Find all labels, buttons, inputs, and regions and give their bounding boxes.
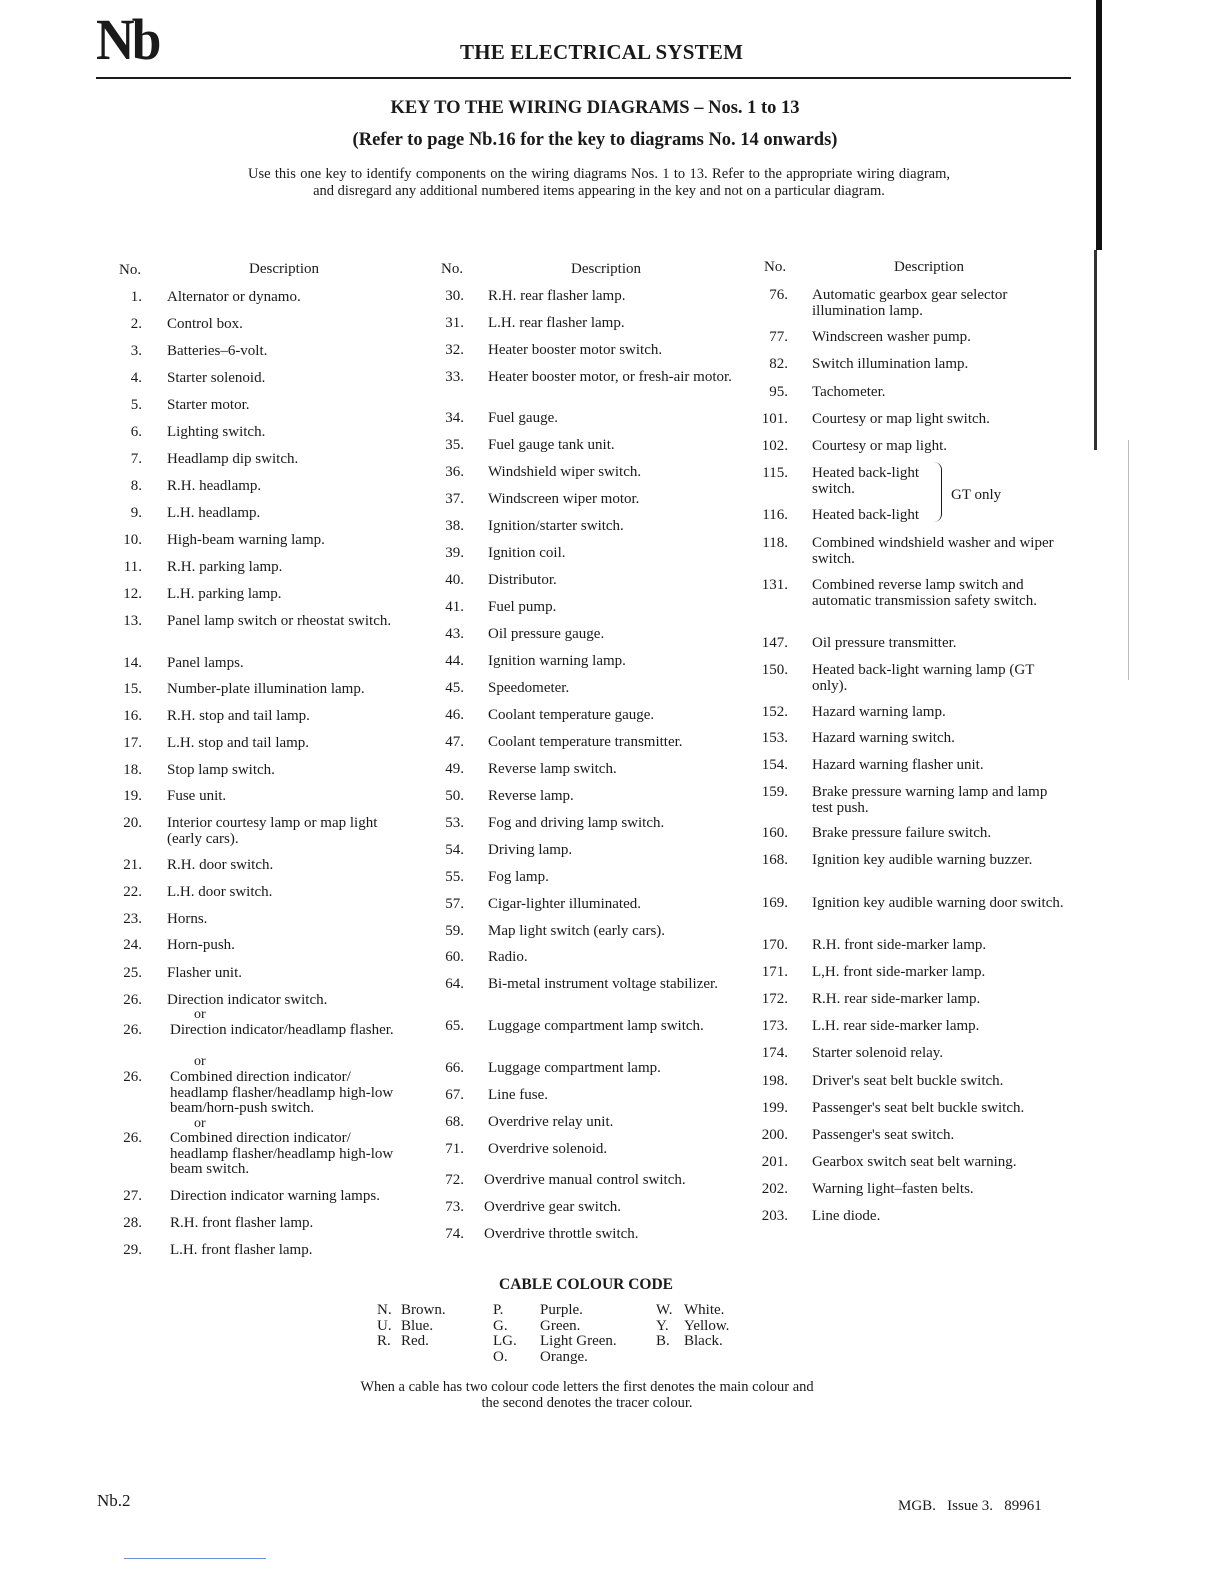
item-number: 26. (123, 992, 142, 1008)
item-description: Flasher unit. (167, 965, 242, 981)
item-description: L,H. front side-marker lamp. (812, 964, 986, 980)
cable-colour-code-title: CABLE COLOUR CODE (499, 1276, 673, 1293)
item-number: 8. (130, 478, 142, 494)
item-description: Radio. (488, 949, 528, 965)
item-number: 95. (769, 384, 788, 400)
item-description: R.H. door switch. (167, 857, 274, 873)
item-number: 5. (130, 397, 142, 413)
item-number: 20. (123, 815, 142, 831)
cable-code-letter: O. (493, 1349, 508, 1365)
item-number: 14. (123, 655, 142, 671)
item-description: Ignition/starter switch. (488, 518, 624, 534)
item-description: Starter solenoid relay. (812, 1045, 944, 1061)
item-description: Heater booster motor, or fresh-air motor. (488, 369, 732, 385)
item-number: 4. (130, 370, 142, 386)
col1-description-header: Description (249, 261, 319, 277)
item-description: Luggage compartment lamp switch. (488, 1018, 704, 1034)
item-description: Heater booster motor switch. (488, 342, 663, 358)
item-number: 74. (445, 1226, 464, 1242)
item-description: Ignition warning lamp. (488, 653, 626, 669)
intro-paragraph: Use this one key to identify components on the wiring diagrams Nos. 1 to 13. Refer to the appropriate wiring diagram, and disregard any additional numbered items appearing in the key and not on a particular diagram. (248, 166, 950, 199)
item-description: Hazard warning lamp. (812, 704, 946, 720)
item-description: L.H. headlamp. (167, 505, 261, 521)
item-description: Control box. (167, 316, 243, 332)
item-description: Courtesy or map light. (812, 438, 947, 454)
item-number: 25. (123, 965, 142, 981)
item-number: 65. (445, 1018, 464, 1034)
cable-colour-name: Orange. (540, 1349, 588, 1365)
col3-no-header: No. (764, 259, 787, 275)
item-number: 71. (445, 1141, 464, 1157)
item-number: 7. (130, 451, 142, 467)
or-separator: or (194, 1116, 206, 1131)
cable-code-letter: LG. (493, 1333, 517, 1349)
item-description: L.H. stop and tail lamp. (167, 735, 310, 751)
item-description: Hazard warning switch. (812, 730, 955, 746)
item-description: Fog lamp. (488, 869, 549, 885)
item-description: Stop lamp switch. (167, 762, 275, 778)
item-description: R.H. front side-marker lamp. (812, 937, 987, 953)
cable-code-letter: N. (377, 1302, 392, 1318)
item-number: 131. (761, 577, 788, 593)
item-description: Hazard warning flasher unit. (812, 757, 984, 773)
item-description: Courtesy or map light switch. (812, 411, 990, 427)
item-number: 202. (761, 1181, 788, 1197)
col3-description-header: Description (894, 259, 964, 275)
item-number: 72. (445, 1172, 464, 1188)
item-description: Tachometer. (812, 384, 886, 400)
item-number: 170. (761, 937, 788, 953)
or-separator: or (194, 1007, 206, 1022)
item-number: 76. (769, 287, 788, 303)
item-number: 173. (761, 1018, 788, 1034)
item-description: Passenger's seat belt buckle switch. (812, 1100, 1025, 1116)
item-number: 201. (761, 1154, 788, 1170)
item-number: 22. (123, 884, 142, 900)
item-number: 12. (123, 586, 142, 602)
item-description: Warning light–fasten belts. (812, 1181, 974, 1197)
item-number: 60. (445, 949, 464, 965)
item-number: 102. (761, 438, 788, 454)
item-number: 32. (445, 342, 464, 358)
cable-code-letter: U. (377, 1318, 392, 1334)
key-subtitle: (Refer to page Nb.16 for the key to diagrams No. 14 onwards) (352, 130, 838, 150)
item-description: R.H. stop and tail lamp. (167, 708, 310, 724)
item-description: Ignition key audible warning buzzer. (812, 852, 1033, 868)
item-description: Combined windshield washer and wiper switch. (812, 535, 1054, 567)
cable-code-letter: R. (377, 1333, 391, 1349)
col1-no-header: No. (119, 262, 142, 278)
item-description: Map light switch (early cars). (488, 923, 666, 939)
item-number: 1. (130, 289, 142, 305)
item-number: 101. (761, 411, 788, 427)
item-description: Combined direction indicator/ headlamp flasher/headlamp high-low beam switch. (170, 1130, 394, 1177)
item-number: 53. (445, 815, 464, 831)
binding-edge-mark (1096, 0, 1102, 250)
item-number: 11. (123, 559, 142, 575)
item-description: Starter motor. (167, 397, 250, 413)
gt-only-brace (933, 462, 942, 522)
item-number: 37. (445, 491, 464, 507)
item-number: 160. (761, 825, 788, 841)
item-number: 26. (123, 1022, 142, 1038)
item-number: 67. (445, 1087, 464, 1103)
item-number: 41. (445, 599, 464, 615)
item-description: Horns. (167, 911, 208, 927)
item-number: 39. (445, 545, 464, 561)
cable-colour-name: Green. (540, 1318, 581, 1334)
item-number: 40. (445, 572, 464, 588)
item-description: Direction indicator warning lamps. (170, 1188, 380, 1204)
item-description: Speedometer. (488, 680, 570, 696)
item-number: 198. (761, 1073, 788, 1089)
item-description: Overdrive manual control switch. (484, 1172, 686, 1188)
item-number: 54. (445, 842, 464, 858)
item-number: 115. (762, 465, 788, 481)
item-number: 6. (130, 424, 142, 440)
item-number: 46. (445, 707, 464, 723)
cable-colour-name: White. (684, 1302, 725, 1318)
item-number: 29. (123, 1242, 142, 1258)
item-number: 38. (445, 518, 464, 534)
item-description: Gearbox switch seat belt warning. (812, 1154, 1017, 1170)
or-separator: or (194, 1054, 206, 1069)
item-number: 152. (761, 704, 788, 720)
item-description: L.H. parking lamp. (167, 586, 282, 602)
item-number: 68. (445, 1114, 464, 1130)
item-description: R.H. parking lamp. (167, 559, 283, 575)
item-description: Starter solenoid. (167, 370, 266, 386)
item-description: Automatic gearbox gear selector illumination lamp. (812, 287, 1008, 319)
item-description: L.H. front flasher lamp. (170, 1242, 313, 1258)
item-number: 172. (761, 991, 788, 1007)
item-number: 9. (130, 505, 142, 521)
cable-colour-name: Black. (684, 1333, 723, 1349)
header-divider (96, 77, 1071, 79)
item-description: R.H. headlamp. (167, 478, 262, 494)
col2-no-header: No. (441, 261, 464, 277)
item-description: Horn-push. (167, 937, 235, 953)
item-number: 44. (445, 653, 464, 669)
item-description: High-beam warning lamp. (167, 532, 325, 548)
gt-only-label: GT only (951, 487, 1002, 503)
item-number: 171. (761, 964, 788, 980)
item-number: 27. (123, 1188, 142, 1204)
item-number: 28. (123, 1215, 142, 1231)
item-description: Direction indicator switch. (167, 992, 328, 1008)
item-number: 169. (761, 895, 788, 911)
item-number: 33. (445, 369, 464, 385)
item-description: Oil pressure transmitter. (812, 635, 957, 651)
cable-colour-name: Purple. (540, 1302, 583, 1318)
section-code: Nb (96, 7, 159, 72)
item-description: Heated back-light (812, 507, 920, 523)
cable-code-letter: G. (493, 1318, 508, 1334)
item-description: Brake pressure failure switch. (812, 825, 992, 841)
item-number: 57. (445, 896, 464, 912)
item-description: Heated back-light switch. (812, 465, 920, 497)
item-description: Overdrive solenoid. (488, 1141, 608, 1157)
item-number: 200. (761, 1127, 788, 1143)
item-number: 15. (123, 681, 142, 697)
item-description: Combined direction indicator/ headlamp flasher/headlamp high-low beam/horn-push switch. (170, 1069, 394, 1116)
cable-code-letter: W. (656, 1302, 673, 1318)
item-description: Reverse lamp. (488, 788, 574, 804)
item-description: Distributor. (488, 572, 557, 588)
item-number: 13. (123, 613, 142, 629)
item-description: Overdrive relay unit. (488, 1114, 614, 1130)
item-number: 26. (123, 1069, 142, 1085)
item-description: Brake pressure warning lamp and lamp test push. (812, 784, 1048, 816)
item-number: 203. (761, 1208, 788, 1224)
item-description: Direction indicator/headlamp flasher. (170, 1022, 394, 1038)
item-description: Line fuse. (488, 1087, 548, 1103)
cable-colour-name: Blue. (401, 1318, 434, 1334)
item-number: 2. (130, 316, 142, 332)
item-description: Fuel pump. (488, 599, 557, 615)
item-number: 49. (445, 761, 464, 777)
item-number: 150. (761, 662, 788, 678)
item-description: Fuse unit. (167, 788, 227, 804)
cable-code-letter: P. (493, 1302, 504, 1318)
item-description: L.H. rear side-marker lamp. (812, 1018, 980, 1034)
item-description: Windscreen wiper motor. (488, 491, 640, 507)
item-description: Headlamp dip switch. (167, 451, 299, 467)
item-description: R.H. rear flasher lamp. (488, 288, 626, 304)
issue-reference: MGB. Issue 3. 89961 (898, 1498, 1042, 1514)
item-number: 159. (761, 784, 788, 800)
item-description: Windscreen washer pump. (812, 329, 971, 345)
item-description: Ignition key audible warning door switch. (812, 895, 1064, 911)
item-description: Driving lamp. (488, 842, 573, 858)
item-number: 21. (123, 857, 142, 873)
item-number: 19. (123, 788, 142, 804)
col2-description-header: Description (571, 261, 641, 277)
item-number: 153. (761, 730, 788, 746)
binding-edge-mark-lower (1094, 250, 1097, 450)
item-number: 3. (130, 343, 142, 359)
item-description: Ignition coil. (488, 545, 566, 561)
item-description: Reverse lamp switch. (488, 761, 617, 777)
item-description: Oil pressure gauge. (488, 626, 605, 642)
item-number: 16. (123, 708, 142, 724)
item-description: Combined reverse lamp switch and automatic transmission safety switch. (812, 577, 1037, 609)
page-title: THE ELECTRICAL SYSTEM (460, 40, 744, 64)
item-number: 34. (445, 410, 464, 426)
item-number: 10. (123, 532, 142, 548)
item-number: 24. (123, 937, 142, 953)
item-number: 50. (445, 788, 464, 804)
item-number: 55. (445, 869, 464, 885)
cable-colour-note: When a cable has two colour code letters the first denotes the main colour and the second denotes the tracer colour. (360, 1379, 814, 1411)
item-number: 26. (123, 1130, 142, 1146)
item-description: Panel lamp switch or rheostat switch. (167, 613, 392, 629)
cable-code-letter: Y. (656, 1318, 669, 1334)
key-title: KEY TO THE WIRING DIAGRAMS – Nos. 1 to 13 (390, 98, 800, 118)
item-number: 66. (445, 1060, 464, 1076)
item-number: 36. (445, 464, 464, 480)
item-number: 47. (445, 734, 464, 750)
item-description: R.H. front flasher lamp. (170, 1215, 314, 1231)
item-description: Line diode. (812, 1208, 881, 1224)
item-description: L.H. rear flasher lamp. (488, 315, 625, 331)
item-description: R.H. rear side-marker lamp. (812, 991, 981, 1007)
item-description: Alternator or dynamo. (167, 289, 301, 305)
cable-colour-name: Yellow. (684, 1318, 730, 1334)
item-number: 23. (123, 911, 142, 927)
page-number: Nb.2 (97, 1491, 131, 1510)
item-number: 59. (445, 923, 464, 939)
item-number: 64. (445, 976, 464, 992)
cable-colour-name: Brown. (401, 1302, 446, 1318)
item-description: Fog and driving lamp switch. (488, 815, 665, 831)
item-number: 174. (761, 1045, 788, 1061)
item-number: 31. (445, 315, 464, 331)
item-description: Driver's seat belt buckle switch. (812, 1073, 1004, 1089)
item-number: 73. (445, 1199, 464, 1215)
item-number: 77. (769, 329, 788, 345)
item-number: 147. (761, 635, 788, 651)
item-description: Luggage compartment lamp. (488, 1060, 661, 1076)
item-number: 17. (123, 735, 142, 751)
item-number: 30. (445, 288, 464, 304)
cable-colour-name: Light Green. (540, 1333, 617, 1349)
item-description: Switch illumination lamp. (812, 356, 969, 372)
item-number: 45. (445, 680, 464, 696)
item-description: Fuel gauge tank unit. (488, 437, 615, 453)
item-description: Passenger's seat switch. (812, 1127, 955, 1143)
item-number: 168. (761, 852, 788, 868)
item-number: 18. (123, 762, 142, 778)
footer-underline (124, 1558, 266, 1559)
item-description: Interior courtesy lamp or map light (early cars). (167, 815, 378, 847)
item-number: 154. (761, 757, 788, 773)
item-number: 43. (445, 626, 464, 642)
item-description: Coolant temperature gauge. (488, 707, 655, 723)
item-description: Number-plate illumination lamp. (167, 681, 365, 697)
item-description: Windshield wiper switch. (488, 464, 642, 480)
cable-code-letter: B. (656, 1333, 670, 1349)
item-number: 199. (761, 1100, 788, 1116)
cable-colour-name: Red. (401, 1333, 429, 1349)
item-description: Overdrive gear switch. (484, 1199, 622, 1215)
item-description: Fuel gauge. (488, 410, 558, 426)
item-description: Overdrive throttle switch. (484, 1226, 639, 1242)
item-description: Heated back-light warning lamp (GT only). (812, 662, 1035, 694)
item-number: 35. (445, 437, 464, 453)
item-description: Cigar-lighter illuminated. (488, 896, 641, 912)
item-description: Bi-metal instrument voltage stabilizer. (488, 976, 718, 992)
scan-edge-line (1128, 440, 1129, 680)
item-description: L.H. door switch. (167, 884, 273, 900)
item-number: 116. (762, 507, 788, 523)
item-number: 118. (762, 535, 788, 551)
item-description: Coolant temperature transmitter. (488, 734, 683, 750)
item-description: Panel lamps. (167, 655, 244, 671)
item-description: Lighting switch. (167, 424, 266, 440)
item-description: Batteries–6-volt. (167, 343, 268, 359)
item-number: 82. (769, 356, 788, 372)
